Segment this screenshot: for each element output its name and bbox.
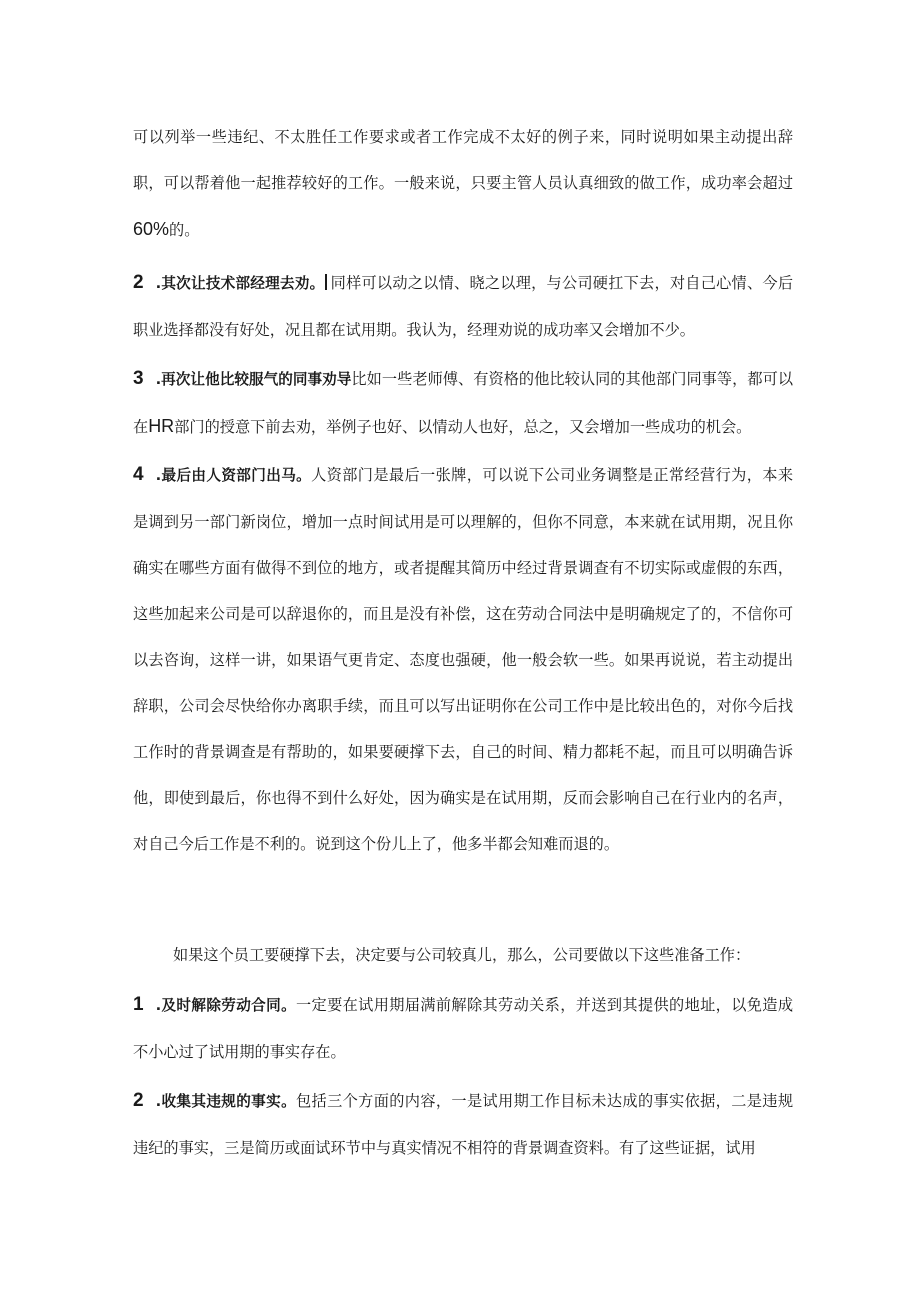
list-item-heading: .其次让技术部经理去劝。 [155, 275, 325, 292]
list-item-2-tech-manager [133, 260, 793, 353]
list-item-heading: .最后由人资部门出马。 [155, 467, 312, 484]
list-item-body: 比如一些老师傅、有资格的他比较认同的其他部门同事等，都可以在 [133, 370, 794, 436]
hr-abbreviation: HR [148, 416, 175, 436]
paragraph-intro-text: 可以列举一些违纪、不太胜任工作要求或者工作完成不太好的例子来，同时说明如果主动提出辞职，可以帮着他一起推荐较好的工作。一般来说，只要主管人员认真细致的做工作，成功率会超过 [133, 128, 793, 192]
paragraph-text: 如果这个员工要硬撑下去，决定要与公司较真儿，那么，公司要做以下这些准备工作： [173, 946, 751, 964]
list-number: 2 [133, 272, 144, 293]
paragraph-preparation-intro [133, 932, 793, 978]
percentage-value: 60% [133, 219, 170, 239]
list-item-4-hr-department [133, 452, 793, 867]
list-item-heading: .收集其违规的事实。 [155, 1093, 297, 1110]
list-item-2-collect-evidence [133, 1078, 793, 1171]
list-item-body: 一定要在试用期届满前解除其劳动关系，并送到其提供的地址，以免造成不小心过了试用期的事实存在。 [133, 996, 794, 1061]
list-item-body: 人资部门是最后一张牌，可以说下公司业务调整是正常经营行为，本来是调到另一部门新岗位，增加一点时间试用是可以理解的，但你不同意，本来就在试用期，况且你确实在哪些方面有做得不到位的地方，或者提醒其简历中经过背景调查有不切实际或虚假的东西，这些加起来公司是可以辞退你的，而且是没有补偿，这在劳动合同法中是明确规定了的，不信你可以去咨询，这样一讲，如果语气更肯定、态度也强硬，他一般会软一些。如果再说说，若主动提出辞职，公司会尽快给你办离职手续，而且可以写出证明你在公司工作中是比较出色的，对你今后找工作时的背景调查是有帮助的，如果要硬撑下去，自己的时间、精力都耗不起，而且可以明确告诉他，即使到最后，你也得不到什么好处，因为确实是在试用期，反而会影响自己在行业内的名声，对自己今后工作是不利的。说到这个份儿上了，他多半都会知难而退的。 [133, 466, 794, 853]
list-item-body: 同样可以动之以情、晓之以理，与公司硬扛下去，对自己心情、今后职业选择都没有好处，况且都在试用期。我认为，经理劝说的成功率又会增加不少。 [133, 274, 794, 339]
list-number: 1 [133, 994, 144, 1015]
list-item-heading: .及时解除劳动合同。 [155, 997, 297, 1014]
list-item-body: 包括三个方面的内容，一是试用期工作目标未达成的事实依据，二是违规违纪的事实，三是简历或面试环节中与真实情况不相符的背景调查资料。有了这些证据，试用 [133, 1092, 794, 1157]
list-item-body-end: 部门的授意下前去劝，举例子也好、以情动人也好，总之，又会增加一些成功的机会。 [174, 418, 752, 436]
list-item-3-colleague [133, 356, 793, 450]
list-number: 3 [133, 368, 144, 389]
list-item-1-terminate-contract [133, 982, 793, 1075]
paragraph-intro [133, 114, 793, 253]
paragraph-intro-end: 的。 [169, 221, 200, 239]
text-cursor-mark [325, 274, 327, 290]
list-number: 2 [133, 1090, 144, 1111]
list-number: 4 [133, 464, 144, 485]
list-item-heading: .再次让他比较服气的同事劝导 [155, 371, 352, 388]
